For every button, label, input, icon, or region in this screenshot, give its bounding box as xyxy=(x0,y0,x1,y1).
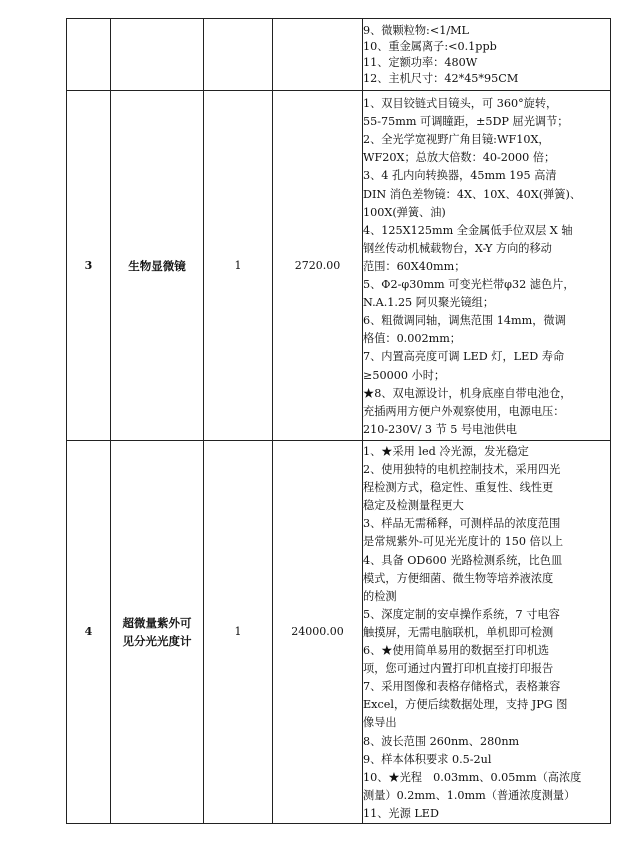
spec-line: 9、样本体积要求 0.5-2ul xyxy=(363,752,492,766)
spec-line: 格值：0.002mm； xyxy=(363,332,461,346)
spec-line: 4、具备 OD600 光路检测系统，比色皿 xyxy=(363,553,563,567)
item-name-cell xyxy=(111,91,204,441)
spec-line: 8、波长范围 260nm、280nm xyxy=(363,734,520,748)
spec-line: 测量）0.2mm、1.0mm（普通浓度测量） xyxy=(363,788,576,802)
spec-line: 3、4 孔内向转换器，45mm 195 高清 xyxy=(363,169,557,183)
item-name-line: 见分光光度计 xyxy=(122,633,192,648)
item-number-cell: 4 xyxy=(67,441,111,824)
spec-line: 4、125X125mm 全金属低手位双层 X 轴 xyxy=(363,223,573,237)
price-cell: 2720.00 xyxy=(273,91,363,441)
item-name-cell xyxy=(111,19,204,91)
table-row xyxy=(67,441,611,824)
spec-line: 6、粗微调同轴，调焦范围 14mm，微调 xyxy=(363,314,566,328)
spec-line: ★8、双电源设计，机身底座自带电池仓， xyxy=(363,386,572,400)
spec-line: N.A.1.25 阿贝聚光镜组； xyxy=(363,296,495,310)
spec-line: ≥50000 小时； xyxy=(363,368,446,382)
spec-cell xyxy=(363,19,611,91)
spec-line: 项，您可通过内置打印机直接打印报告 xyxy=(363,662,554,676)
spec-line: 模式，方便细菌、微生物等培养液浓度 xyxy=(363,571,554,585)
item-name-line: 超微量紫外可 xyxy=(122,615,192,630)
spec-line: 充插两用方便户外观察使用，电源电压： xyxy=(363,404,565,418)
spec-line: 稳定及检测量程更大 xyxy=(363,499,464,513)
spec-line: 7、采用图像和表格存储格式，表格兼容 xyxy=(363,680,561,694)
spec-line: 像导出 xyxy=(363,716,397,730)
specification-table xyxy=(66,18,611,824)
spec-line: 的检测 xyxy=(363,589,397,603)
spec-line: Excel，方便后续数据处理，支持 JPG 图 xyxy=(363,698,568,712)
spec-line: DIN 消色差物镜：4X、10X、40X(弹簧)、 xyxy=(363,187,582,201)
spec-line: 3、样品无需稀释，可测样品的浓度范围 xyxy=(363,517,561,531)
spec-line: 5、Φ2-φ30mm 可变光栏带φ32 滤色片， xyxy=(363,278,575,292)
quantity-cell: 1 xyxy=(204,91,273,441)
spec-line: 程检测方式，稳定性、重复性、线性更 xyxy=(363,481,554,495)
spec-line: 钢丝传动机械载物台，X-Y 方向的移动 xyxy=(363,241,552,255)
spec-line: 1、双目铰链式目镜头，可 360°旋转， xyxy=(363,97,558,111)
spec-cell xyxy=(363,441,611,824)
spec-line: 100X(弹簧、油) xyxy=(363,205,446,219)
spec-line: 2、全光学宽视野广角目镜:WF10X， xyxy=(363,133,550,147)
spec-line: 11、定额功率：480W xyxy=(363,55,478,69)
spec-line: 10、★光程 0.03mm、0.05mm（高浓度 xyxy=(363,770,582,784)
item-number-cell: 3 xyxy=(67,91,111,441)
spec-cell xyxy=(363,91,611,441)
spec-line: 2、使用独特的电机控制技术，采用四光 xyxy=(363,463,561,477)
price-cell: 24000.00 xyxy=(273,441,363,824)
spec-line: 6、★使用简单易用的数据至打印机选 xyxy=(363,644,550,658)
spec-line: 10、重金属离子:<0.1ppb xyxy=(363,39,497,53)
spec-line: 9、微颗粒物:<1/ML xyxy=(363,23,469,37)
quantity-cell: 1 xyxy=(204,441,273,824)
spec-line: 触摸屏，无需电脑联机，单机即可检测 xyxy=(363,625,554,639)
spec-line: 5、深度定制的安卓操作系统，7 寸电容 xyxy=(363,607,560,621)
spec-line: WF20X；总放大倍数：40-2000 倍； xyxy=(363,151,556,165)
quantity-cell xyxy=(204,19,273,91)
item-name-cell xyxy=(111,441,204,824)
spec-line: 11、光源 LED xyxy=(363,806,439,820)
spec-line: 1、★采用 led 冷光源，发光稳定 xyxy=(363,445,529,458)
spec-line: 7、内置高亮度可调 LED 灯，LED 寿命 xyxy=(363,350,565,364)
spec-line: 是常规紫外-可见光光度计的 150 倍以上 xyxy=(363,535,564,549)
spec-line: 12、主机尺寸：42*45*95CM xyxy=(363,71,519,85)
spec-line: 210-230V/ 3 节 5 号电池供电 xyxy=(363,422,517,436)
table-row xyxy=(67,91,611,441)
spec-line: 55-75mm 可调瞳距，±5DP 屈光调节； xyxy=(363,115,569,129)
spec-line: 范围：60X40mm； xyxy=(363,259,466,273)
item-name-line: 生物显微镜 xyxy=(128,258,186,273)
price-cell xyxy=(273,19,363,91)
table-row xyxy=(67,19,611,91)
item-number-cell xyxy=(67,19,111,91)
